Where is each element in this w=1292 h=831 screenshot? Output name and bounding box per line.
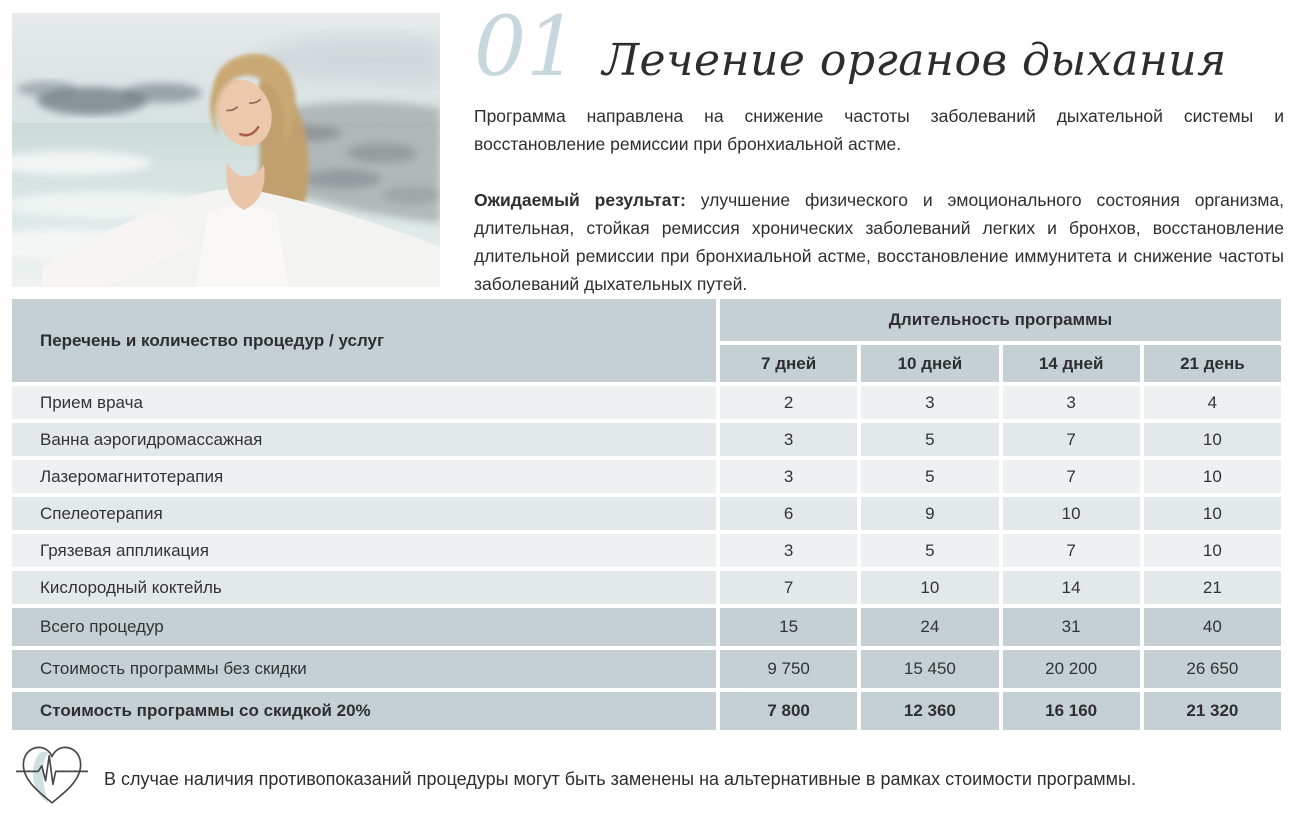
table-row-label: Прием врача	[12, 386, 716, 419]
table-cell: 12 360	[861, 692, 998, 730]
table-cell: 2	[720, 386, 857, 419]
table-row-label-price: Стоимость программы без скидки	[12, 650, 716, 688]
table-cell: 10	[1144, 423, 1281, 456]
table-cell: 20 200	[1003, 650, 1140, 688]
table-cell: 7	[720, 571, 857, 604]
expected-result-text: улучшение физического и эмоционального состояния организма, длительная, стойкая ремиссия хронических заболеваний легких и бронхов, восстановление длительной ремиссии при бронхиальной астме, восстановление иммунитета и снижение частоты заболеваний дыхательных путей.	[474, 190, 1285, 294]
beach-photo-illustration	[12, 13, 440, 287]
column-header-procedures: Перечень и количество процедур / услуг	[12, 299, 716, 382]
table-row-label: Грязевая аппликация	[12, 534, 716, 567]
column-group-header-duration: Длительность программы	[720, 299, 1281, 341]
expected-result-label: Ожидаемый результат:	[474, 190, 686, 210]
table-cell: 3	[861, 386, 998, 419]
intro-section	[474, 0, 1285, 298]
table-cell: 16 160	[1003, 692, 1140, 730]
section-number: 01	[474, 0, 579, 95]
footer-note	[16, 742, 1278, 815]
table-cell: 7	[1003, 423, 1140, 456]
heart-pulse-icon	[16, 742, 88, 815]
program-description: Программа направлена на снижение частоты заболеваний дыхательной системы и восстановление ремиссии при бронхиальной астме.	[474, 106, 1284, 154]
table-cell: 3	[720, 460, 857, 493]
column-header-7-days: 7 дней	[720, 345, 857, 382]
table-cell: 9	[861, 497, 998, 530]
table-cell: 7	[1003, 460, 1140, 493]
table-cell: 5	[861, 534, 998, 567]
table-cell: 10	[1144, 497, 1281, 530]
table-cell: 26 650	[1144, 650, 1281, 688]
table-cell: 24	[861, 608, 998, 646]
table-cell: 10	[1144, 460, 1281, 493]
table-cell: 31	[1003, 608, 1140, 646]
table-row-label: Ванна аэрогидромассажная	[12, 423, 716, 456]
hero-photo	[12, 13, 440, 287]
table-cell: 40	[1144, 608, 1281, 646]
page-title: Лечение органов дыхания	[602, 35, 1227, 86]
table-cell: 3	[720, 423, 857, 456]
table-cell: 15 450	[861, 650, 998, 688]
table-cell: 5	[861, 423, 998, 456]
table-row-label: Спелеотерапия	[12, 497, 716, 530]
table-cell: 10	[1144, 534, 1281, 567]
table-cell: 10	[1003, 497, 1140, 530]
table-cell: 10	[861, 571, 998, 604]
table-cell: 7 800	[720, 692, 857, 730]
table-cell: 5	[861, 460, 998, 493]
table-cell: 15	[720, 608, 857, 646]
table-row-label: Лазеромагнитотерапия	[12, 460, 716, 493]
table-cell: 3	[720, 534, 857, 567]
table-row-label-discount-price: Стоимость программы со скидкой 20%	[12, 692, 716, 730]
expected-result-paragraph	[474, 186, 1284, 298]
table-cell: 21	[1144, 571, 1281, 604]
column-header-21-days: 21 день	[1144, 345, 1281, 382]
table-cell: 14	[1003, 571, 1140, 604]
table-row-label-total: Всего процедур	[12, 608, 716, 646]
table-cell: 3	[1003, 386, 1140, 419]
table-cell: 6	[720, 497, 857, 530]
table-row-label: Кислородный коктейль	[12, 571, 716, 604]
title-row	[474, 0, 1284, 96]
table-cell: 7	[1003, 534, 1140, 567]
table-cell: 9 750	[720, 650, 857, 688]
procedures-table	[12, 299, 1281, 730]
footer-note-text: В случае наличия противопоказаний процедуры могут быть заменены на альтернативные в рамках стоимости программы.	[104, 768, 1136, 789]
table-cell: 4	[1144, 386, 1281, 419]
column-header-10-days: 10 дней	[861, 345, 998, 382]
column-header-14-days: 14 дней	[1003, 345, 1140, 382]
table-cell: 21 320	[1144, 692, 1281, 730]
